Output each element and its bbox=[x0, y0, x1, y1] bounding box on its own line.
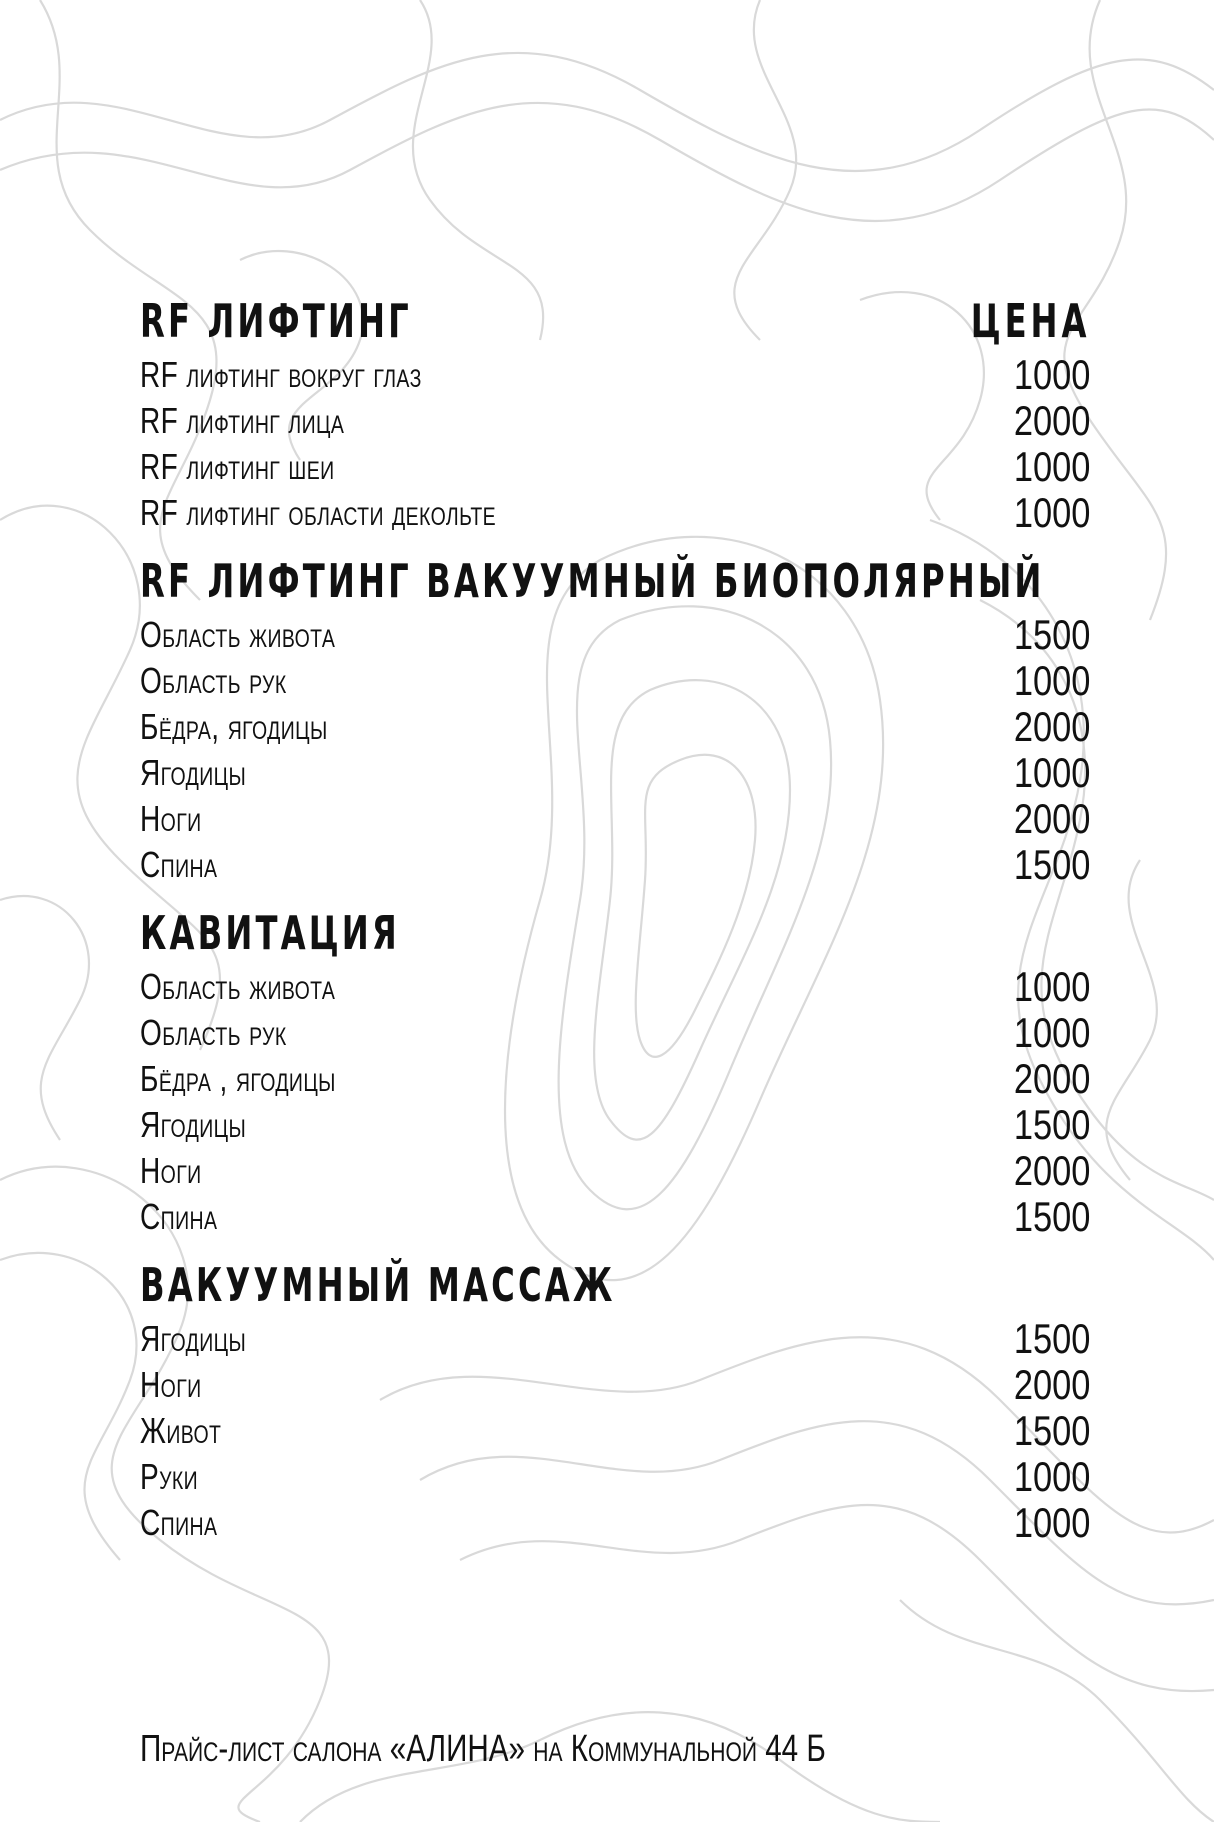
service-price: 1000 bbox=[1013, 1453, 1090, 1500]
service-price: 1500 bbox=[1013, 841, 1090, 888]
service-price: 2000 bbox=[1013, 795, 1090, 842]
section-header bbox=[140, 550, 1090, 612]
service-price: 1000 bbox=[1013, 657, 1090, 704]
price-row bbox=[140, 1500, 1090, 1546]
price-row bbox=[140, 398, 1090, 444]
service-name: Ягодицы bbox=[140, 752, 247, 793]
price-row bbox=[140, 352, 1090, 398]
section-title: RF ЛИФТИНГ bbox=[140, 294, 412, 348]
service-name: Ноги bbox=[140, 1364, 202, 1405]
service-price: 1000 bbox=[1013, 749, 1090, 796]
price-row bbox=[140, 490, 1090, 536]
section-header bbox=[140, 290, 1090, 352]
price-row bbox=[140, 750, 1090, 796]
service-price: 1000 bbox=[1013, 1009, 1090, 1056]
service-name: Спина bbox=[140, 1502, 218, 1543]
service-price: 2000 bbox=[1013, 1147, 1090, 1194]
price-row bbox=[140, 1194, 1090, 1240]
service-name: Бёдра , ягодицы bbox=[140, 1058, 336, 1099]
service-price: 1000 bbox=[1013, 1499, 1090, 1546]
price-row bbox=[140, 1056, 1090, 1102]
service-price: 1000 bbox=[1013, 963, 1090, 1010]
price-row bbox=[140, 964, 1090, 1010]
price-row bbox=[140, 444, 1090, 490]
price-column-label: ЦЕНА bbox=[970, 294, 1090, 348]
service-name: Бёдра, ягодицы bbox=[140, 706, 328, 747]
service-name: Область живота bbox=[140, 614, 336, 655]
service-name: RF лифтинг шеи bbox=[140, 446, 335, 487]
service-price: 2000 bbox=[1013, 397, 1090, 444]
section-spacer bbox=[140, 536, 1090, 550]
section-spacer bbox=[140, 1546, 1090, 1560]
service-price: 1500 bbox=[1013, 1193, 1090, 1240]
service-price: 1500 bbox=[1013, 611, 1090, 658]
price-row bbox=[140, 1010, 1090, 1056]
price-row bbox=[140, 612, 1090, 658]
service-name: Спина bbox=[140, 1196, 218, 1237]
service-price: 1000 bbox=[1013, 443, 1090, 490]
service-name: RF лифтинг лица bbox=[140, 400, 345, 441]
service-name: RF лифтинг вокруг глаз bbox=[140, 354, 422, 395]
service-name: Область живота bbox=[140, 966, 336, 1007]
section-header bbox=[140, 1254, 1090, 1316]
price-row bbox=[140, 1316, 1090, 1362]
section-spacer bbox=[140, 888, 1090, 902]
footer-text: Прайс-лист салона «АЛИНА» на Коммунальной 44 Б bbox=[140, 1728, 826, 1770]
section-spacer bbox=[140, 1240, 1090, 1254]
service-name: Область рук bbox=[140, 660, 287, 701]
service-name: Ягодицы bbox=[140, 1318, 247, 1359]
service-name: Ягодицы bbox=[140, 1104, 247, 1145]
price-row bbox=[140, 1408, 1090, 1454]
service-name: Область рук bbox=[140, 1012, 287, 1053]
service-price: 1500 bbox=[1013, 1407, 1090, 1454]
service-name: Ноги bbox=[140, 798, 202, 839]
section-title: ВАКУУМНЫЙ МАССАЖ bbox=[140, 1258, 616, 1312]
price-row bbox=[140, 842, 1090, 888]
service-price: 1500 bbox=[1013, 1101, 1090, 1148]
price-row bbox=[140, 658, 1090, 704]
service-name: Руки bbox=[140, 1456, 199, 1497]
service-price: 1500 bbox=[1013, 1315, 1090, 1362]
service-price: 2000 bbox=[1013, 1055, 1090, 1102]
service-price: 2000 bbox=[1013, 1361, 1090, 1408]
service-name: Ноги bbox=[140, 1150, 202, 1191]
service-price: 1000 bbox=[1013, 489, 1090, 536]
price-row bbox=[140, 704, 1090, 750]
price-row bbox=[140, 1362, 1090, 1408]
section-title: RF ЛИФТИНГ ВАКУУМНЫЙ БИОПОЛЯРНЫЙ bbox=[140, 554, 1045, 608]
service-name: RF лифтинг области декольте bbox=[140, 492, 497, 533]
price-row bbox=[140, 796, 1090, 842]
price-list bbox=[140, 290, 1090, 1560]
price-row bbox=[140, 1454, 1090, 1500]
section-header bbox=[140, 902, 1090, 964]
section-title: КАВИТАЦИЯ bbox=[140, 906, 400, 960]
service-price: 1000 bbox=[1013, 351, 1090, 398]
service-price: 2000 bbox=[1013, 703, 1090, 750]
service-name: Спина bbox=[140, 844, 218, 885]
price-row bbox=[140, 1102, 1090, 1148]
service-name: Живот bbox=[140, 1410, 222, 1451]
price-row bbox=[140, 1148, 1090, 1194]
